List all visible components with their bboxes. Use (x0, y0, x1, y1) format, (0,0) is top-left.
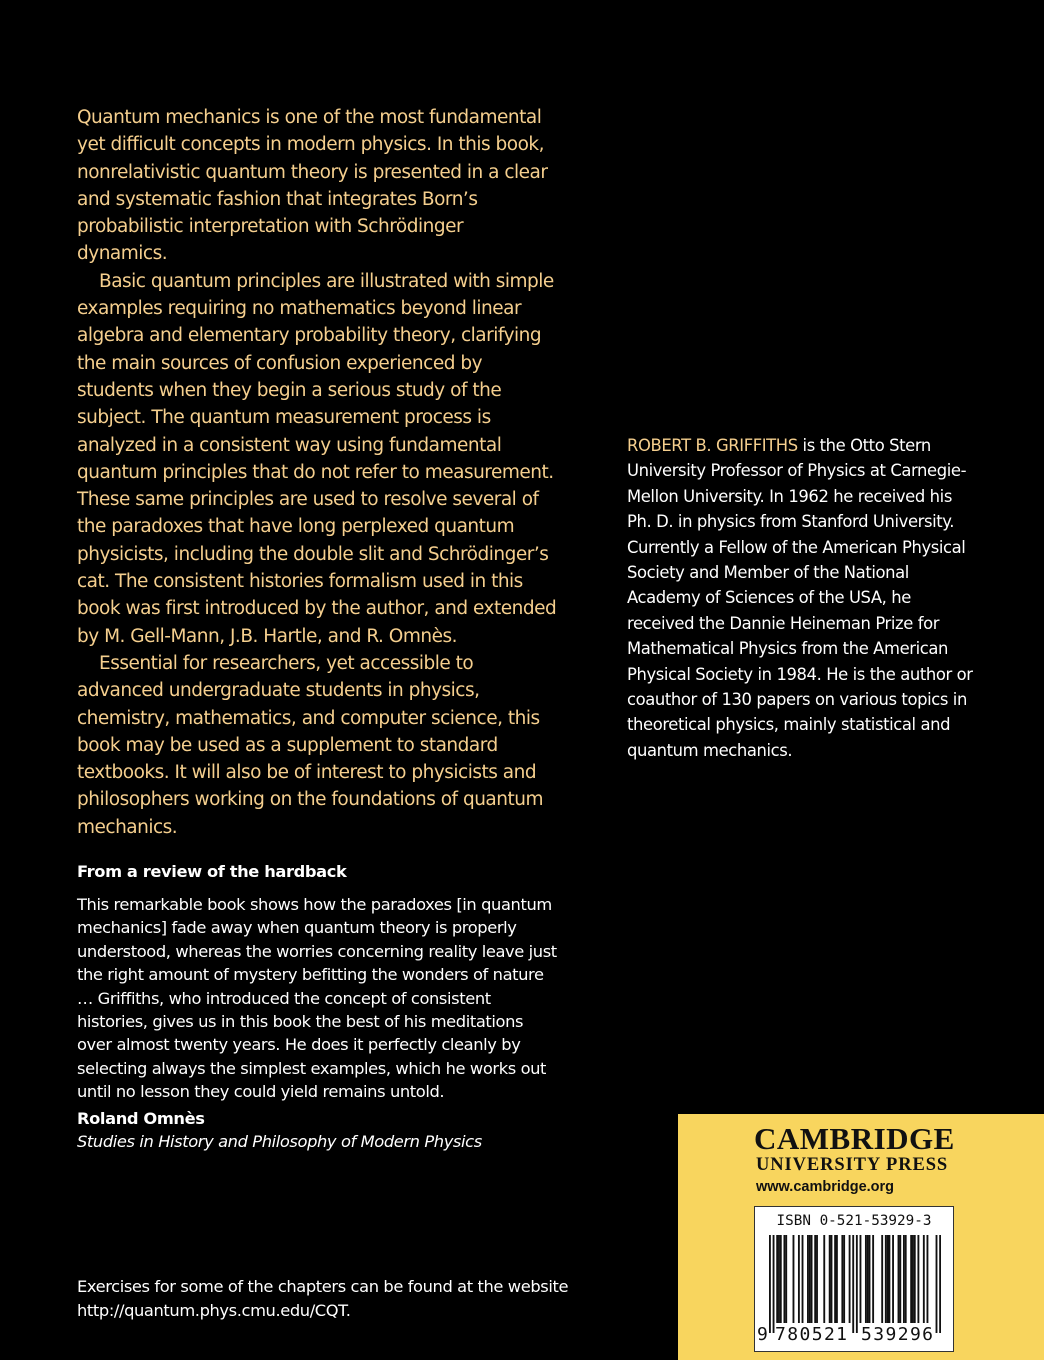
barcode-bar (773, 1235, 775, 1333)
barcode-bar (887, 1235, 889, 1323)
barcode-bar (829, 1235, 831, 1323)
barcode-bar (898, 1235, 900, 1323)
barcode-bar (798, 1235, 800, 1323)
barcode-bar (939, 1235, 941, 1333)
barcode-bar (914, 1235, 916, 1323)
description-paragraph-2: Basic quantum principles are illustrated with simple examples requiring no mathematics beyond linear algebra and elementary probability theory, clarifying the main sources of confusion experienced by students when they begin a serious study of the subject. The quantum measurement process is analyzed in a consistent way using fundamental quantum principles that do not refer to measurement. These same principles are used to resolve several of the paradoxes that have long perplexed quantum physicists, including the double slit and Schrödinger’s cat. The consistent histories formalism used in this book was first introduced by the author, and extended by M. Gell-Mann, J.B. Hartle, and R. Omnès. (77, 270, 557, 647)
barcode-bar (831, 1235, 833, 1323)
barcode-bar (912, 1235, 914, 1323)
barcode-bar (778, 1235, 780, 1323)
barcode-bar (785, 1235, 787, 1323)
ean-left-group: 780521 (775, 1324, 849, 1345)
barcode-bar (849, 1235, 851, 1323)
exercises-note-text: Exercises for some of the chapters can be found at the website (77, 1277, 569, 1296)
barcode-bar (872, 1235, 874, 1323)
barcode-bar (769, 1235, 771, 1333)
barcode-bar (802, 1235, 804, 1323)
barcode-bar (856, 1235, 858, 1333)
exercises-website-link[interactable]: http://quantum.phys.cmu.edu/CQT. (77, 1301, 351, 1320)
review-heading: From a review of the hardback (77, 862, 347, 881)
barcode-bar (881, 1235, 883, 1323)
barcode-bar (823, 1235, 825, 1323)
description-paragraph-3: Essential for researchers, yet accessible to advanced undergraduate students in physics, chemistry, mathematics, and computer science, this book may be used as a supplement to standard textbooks. It will also be of interest to physicists and philosophers working on the foundations of quantum mechanics. (77, 652, 543, 838)
barcode-bar (836, 1235, 838, 1323)
review-source: Studies in History and Philosophy of Modern Physics (77, 1132, 482, 1152)
barcode-bar (814, 1235, 816, 1323)
barcode-panel (754, 1206, 954, 1352)
review-section (77, 860, 557, 1153)
publisher-logo-subtitle: UNIVERSITY PRESS (756, 1155, 949, 1175)
barcode-bar (860, 1235, 862, 1323)
ean-first-digit: 9 (757, 1324, 768, 1345)
barcode-bar (783, 1235, 785, 1323)
isbn-label: ISBN 0-521-53929-3 (776, 1213, 932, 1229)
barcode-bar (899, 1235, 901, 1323)
barcode-bar (888, 1235, 890, 1323)
barcode-bar (865, 1235, 867, 1323)
barcode-bar (776, 1235, 778, 1323)
barcode-bar (807, 1235, 809, 1323)
barcode-bar (923, 1235, 925, 1323)
review-quote: This remarkable book shows how the paradoxes [in quantum mechanics] fade away when quantum theory is properly understood, whereas the worries concerning reality leave just the right amount of mystery befitting the wonders of nature … Griffiths, who introduced the concept of consistent histories, gives us in this book the best of his meditations over almost twenty years. He does it perfectly cleanly by selecting always the simplest examples, which he works out until no lesson they could yield remains untold. (77, 895, 557, 1102)
barcode-bar (793, 1235, 795, 1323)
barcode-bar (903, 1235, 905, 1323)
barcode-bar (809, 1235, 811, 1323)
author-name: ROBERT B. GRIFFITHS (627, 436, 798, 455)
barcode-bar (834, 1235, 836, 1323)
barcode-bar (867, 1235, 869, 1323)
barcode-bar (917, 1235, 919, 1323)
exercises-note (77, 1275, 597, 1323)
author-bio-text: is the Otto Stern University Professor of Physics at Carnegie-Mellon University. In 1962 he received his Ph. D. in physics from Stanford University. Currently a Fellow of the American Physical Society and Member of the National Academy of Sciences of the USA, he received the Dannie Heineman Prize for Mathematical Physics from the American Physical Society in 1984. He is the author or coauthor of 130 papers on various topics in theoretical physics, mainly statistical and quantum mechanics. (627, 436, 973, 760)
barcode-bar (843, 1235, 845, 1323)
barcode-bar (892, 1235, 894, 1323)
barcode-bar (936, 1235, 938, 1333)
ean-digits (755, 1325, 953, 1345)
author-biography (627, 433, 977, 763)
barcode-bar (852, 1235, 854, 1333)
barcode-bar (841, 1235, 843, 1323)
publisher-logo-name: CAMBRIDGE (754, 1121, 955, 1156)
barcode-bar (780, 1235, 782, 1323)
ean-right-group: 539296 (861, 1324, 935, 1345)
reviewer-name: Roland Omnès (77, 1108, 205, 1128)
barcode-graphic (769, 1235, 941, 1333)
publisher-panel (678, 1114, 1044, 1360)
barcode-bar (811, 1235, 813, 1323)
book-description (77, 104, 557, 841)
publisher-website[interactable]: www.cambridge.org (756, 1179, 895, 1195)
barcode-bar (816, 1235, 818, 1323)
barcode-bar (885, 1235, 887, 1323)
description-paragraph-1: Quantum mechanics is one of the most fundamental yet difficult concepts in modern physics. In this book, nonrelativistic quantum theory is presented in a clear and systematic fashion that integrates Born’s probabilistic interpretation with Schrödinger dynamics. (77, 107, 548, 265)
barcode-bar (927, 1235, 929, 1323)
barcode-bar (905, 1235, 907, 1323)
barcode-bar (869, 1235, 871, 1323)
barcode-bar (910, 1235, 912, 1323)
